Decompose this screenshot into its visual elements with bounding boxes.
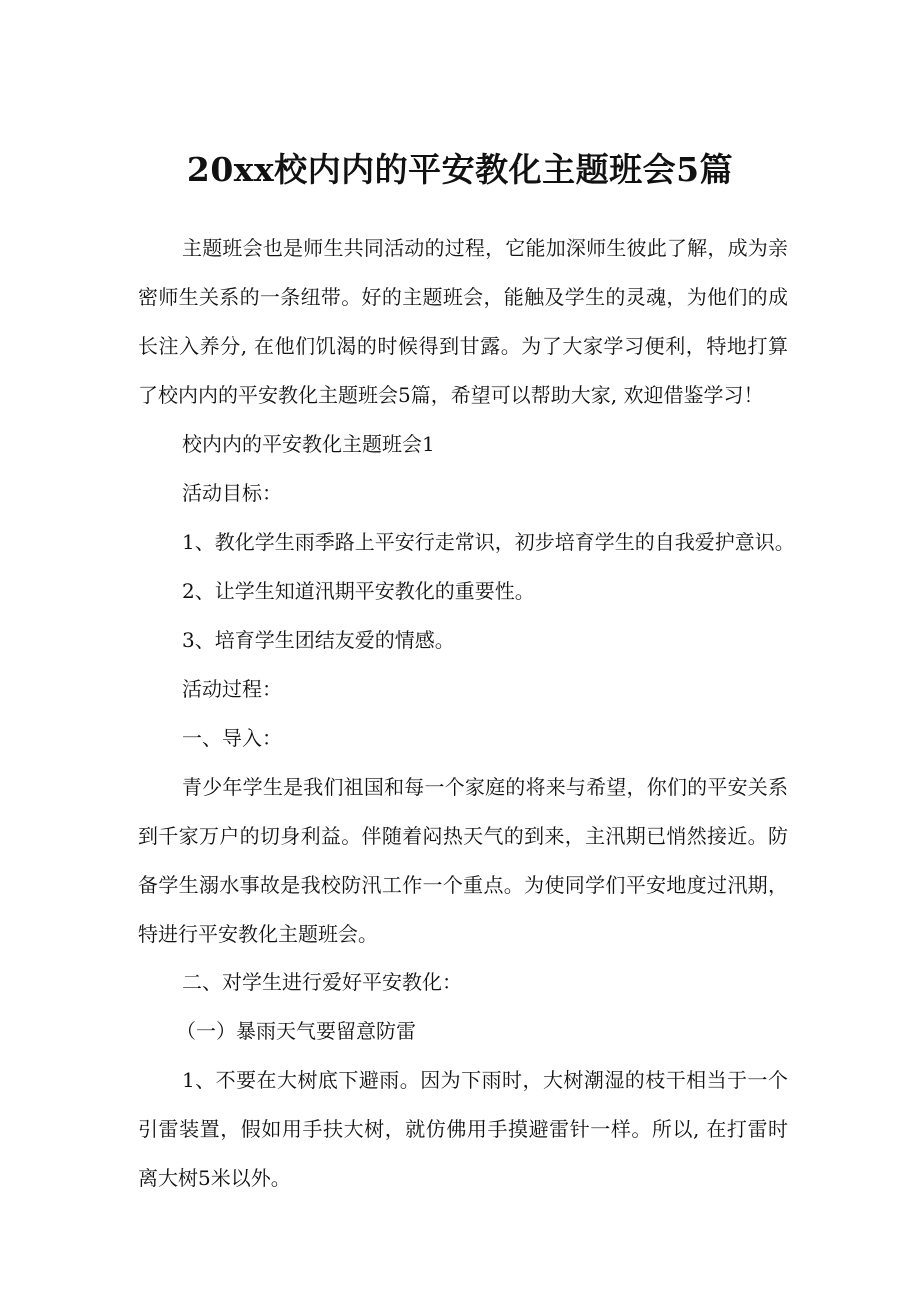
- step1-heading: 一、导入：: [182, 726, 282, 750]
- goal-item-3: 3、培育学生团结友爱的情感。: [182, 628, 455, 652]
- document-title: 20xx校内内的平安教化主题班会5篇: [186, 150, 734, 189]
- step1-paragraph: 青少年学生是我们祖国和每一个家庭的将来与希望，你们的平安关系到千家万户的切身利益。伴随着闷热天气的到来，主汛期已悄然接近。防备学生溺水事故是我校防汛工作一个重点。为使同学们平安地度过汛期，特进行平安教化主题班会。: [138, 775, 788, 946]
- goal-label: 活动目标：: [182, 481, 282, 505]
- sub1-item1-paragraph: 1、不要在大树底下避雨。因为下雨时，大树潮湿的枝干相当于一个引雷装置，假如用手扶大树，就仿佛用手摸避雷针一样。所以, 在打雷时离大树5米以外。: [138, 1068, 788, 1190]
- step2-heading: 二、对学生进行爱好平安教化：: [182, 970, 462, 994]
- sub1-heading: （一）暴雨天气要留意防雷: [176, 1019, 416, 1043]
- goal-item-1: 1、教化学生雨季路上平安行走常识，初步培育学生的自我爱护意识。: [182, 530, 795, 554]
- process-label: 活动过程：: [182, 677, 282, 701]
- section-heading: 校内内的平安教化主题班会1: [182, 432, 435, 456]
- goal-item-2: 2、让学生知道汛期平安教化的重要性。: [182, 579, 535, 603]
- intro-paragraph: 主题班会也是师生共同活动的过程，它能加深师生彼此了解，成为亲密师生关系的一条纽带。好的主题班会，能触及学生的灵魂，为他们的成长注入养分, 在他们饥渴的时候得到甘露。为了大家学习便利，特地打算了校内内的平安教化主题班会5篇，希望可以帮助大家, 欢迎借鉴学习！: [138, 236, 788, 407]
